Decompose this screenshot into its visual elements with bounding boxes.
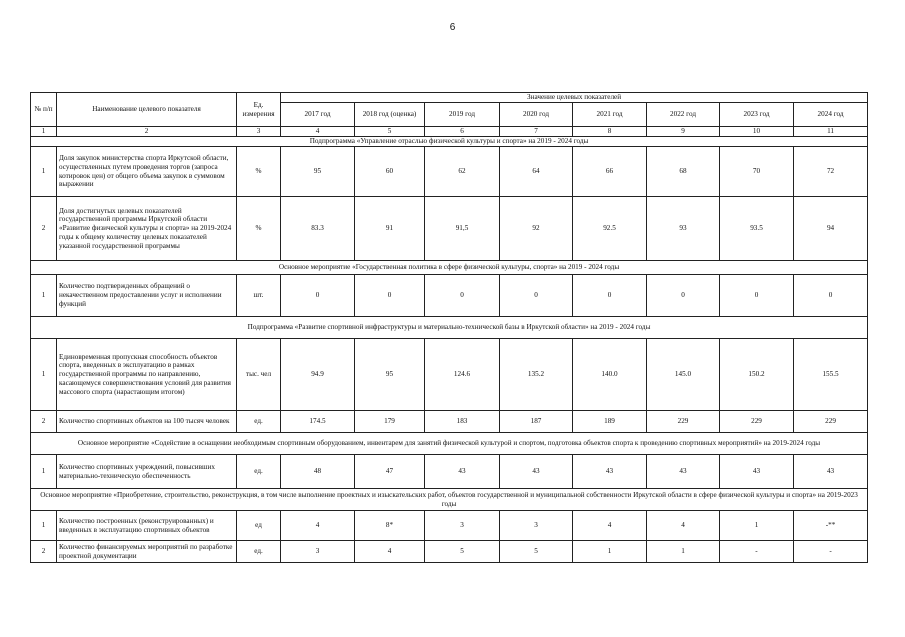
value-cell: 66 [573, 147, 647, 197]
unit: шт. [237, 275, 281, 317]
value-cell: 0 [573, 275, 647, 317]
table-row [31, 455, 868, 489]
col-number: 8 [573, 127, 647, 137]
value-cell: 70 [720, 147, 794, 197]
value-cell: 43 [573, 455, 647, 489]
value-cell: 0 [355, 275, 425, 317]
header-year: 2021 год [573, 103, 647, 127]
row-num: 2 [31, 197, 57, 261]
value-cell: 3 [500, 511, 573, 541]
value-cell: 1 [573, 541, 647, 563]
indicator-name: Количество спортивных учреждений, повысивших материально-техническую обеспеченность [57, 455, 237, 489]
value-cell: 229 [794, 411, 868, 433]
value-cell: 1 [720, 511, 794, 541]
value-cell: 91 [355, 197, 425, 261]
value-cell: 4 [281, 511, 355, 541]
page-number: 6 [449, 22, 456, 33]
header-year: 2024 год [794, 103, 868, 127]
table-row [31, 339, 868, 411]
header-year: 2017 год [281, 103, 355, 127]
col-number: 4 [281, 127, 355, 137]
col-number: 11 [794, 127, 868, 137]
indicator-name: Количество построенных (реконструированных) и введенных в эксплуатацию спортивных объектов [57, 511, 237, 541]
value-cell: 229 [720, 411, 794, 433]
table-row [31, 147, 868, 197]
value-cell: 43 [647, 455, 720, 489]
value-cell: 0 [281, 275, 355, 317]
row-num: 1 [31, 511, 57, 541]
col-number: 6 [425, 127, 500, 137]
col-number: 2 [57, 127, 237, 137]
value-cell: 0 [794, 275, 868, 317]
value-cell: 95 [281, 147, 355, 197]
section-title: Подпрограмма «Управление отраслью физической культуры и спорта» на 2019 - 2024 годы [31, 137, 868, 147]
unit: ед [237, 511, 281, 541]
unit: % [237, 147, 281, 197]
value-cell: 43 [720, 455, 794, 489]
row-num: 2 [31, 411, 57, 433]
value-cell: 4 [647, 511, 720, 541]
value-cell: 3 [425, 511, 500, 541]
value-cell: 179 [355, 411, 425, 433]
value-cell: 145.0 [647, 339, 720, 411]
value-cell: 189 [573, 411, 647, 433]
header-year: 2018 год (оценка) [355, 103, 425, 127]
header-year: 2020 год [500, 103, 573, 127]
value-cell: 183 [425, 411, 500, 433]
value-cell: 3 [281, 541, 355, 563]
value-cell: 8* [355, 511, 425, 541]
value-cell: 4 [355, 541, 425, 563]
table-row [31, 197, 868, 261]
value-cell: 94.9 [281, 339, 355, 411]
value-cell: 4 [573, 511, 647, 541]
value-cell: 187 [500, 411, 573, 433]
value-cell: 0 [500, 275, 573, 317]
value-cell: 43 [425, 455, 500, 489]
indicator-name: Количество спортивных объектов на 100 тысяч человек [57, 411, 237, 433]
column-numbers-row [31, 127, 868, 137]
header-unit: Ед. измерения [237, 93, 281, 127]
indicator-name: Доля закупок министерства спорта Иркутской области, осуществленных путем проведения торгов (запроса котировок цен) от общего объема закупок в суммовом выражении [57, 147, 237, 197]
unit: % [237, 197, 281, 261]
value-cell: 140.0 [573, 339, 647, 411]
value-cell: 155.5 [794, 339, 868, 411]
value-cell: 48 [281, 455, 355, 489]
col-number: 9 [647, 127, 720, 137]
row-num: 1 [31, 147, 57, 197]
value-cell: 60 [355, 147, 425, 197]
header-values-title: Значение целевых показателей [281, 93, 868, 103]
row-num: 1 [31, 339, 57, 411]
section-title: Основное мероприятие «Приобретение, строительство, реконструкция, в том числе выполнение проектных и изыскательских работ, объектов государственной и муниципальной собственности Иркутской области в сфере физической культуры и спорта» на 2019-2023 годы [31, 489, 868, 511]
header-num: № п/п [31, 93, 57, 127]
header-year: 2019 год [425, 103, 500, 127]
row-num: 1 [31, 275, 57, 317]
value-cell: 135.2 [500, 339, 573, 411]
value-cell: 95 [355, 339, 425, 411]
value-cell: 124.6 [425, 339, 500, 411]
value-cell: 0 [720, 275, 794, 317]
unit: ед. [237, 541, 281, 563]
value-cell: 72 [794, 147, 868, 197]
value-cell: 43 [500, 455, 573, 489]
value-cell: -** [794, 511, 868, 541]
value-cell: 93 [647, 197, 720, 261]
indicator-name: Количество финансируемых мероприятий по разработке проектной документации [57, 541, 237, 563]
value-cell: 174.5 [281, 411, 355, 433]
table-row [31, 511, 868, 541]
value-cell: 1 [647, 541, 720, 563]
col-number: 10 [720, 127, 794, 137]
value-cell: 229 [647, 411, 720, 433]
value-cell: 5 [425, 541, 500, 563]
value-cell: - [794, 541, 868, 563]
table-row [31, 411, 868, 433]
value-cell: 0 [425, 275, 500, 317]
table-row [31, 541, 868, 563]
col-number: 7 [500, 127, 573, 137]
row-num: 1 [31, 455, 57, 489]
unit: тыс. чел [237, 339, 281, 411]
unit: ед. [237, 411, 281, 433]
value-cell: 92.5 [573, 197, 647, 261]
indicator-name: Единовременная пропускная способность объектов спорта, введенных в эксплуатацию в рамках государственной программы по направлению, касающемуся совершенствования условий для развития массового спорта (нарастающим итогом) [57, 339, 237, 411]
unit: ед. [237, 455, 281, 489]
value-cell: 62 [425, 147, 500, 197]
indicator-name: Доля достигнутых целевых показателей государственной программы Иркутской области «Развитие физической культуры и спорта» на 2019-2024 годы к общему количеству целевых показателей указанной государственной программы [57, 197, 237, 261]
section-title: Основное мероприятие «Содействие в оснащении необходимым спортивным оборудованием, инвентарем для занятий физической культурой и спортом, подготовка объектов спорта к проведению спортивных мероприятий» на 2019-2024 годы [31, 433, 868, 455]
value-cell: 47 [355, 455, 425, 489]
header-name: Наименование целевого показателя [57, 93, 237, 127]
table-row [31, 275, 868, 317]
value-cell: 150.2 [720, 339, 794, 411]
col-number: 3 [237, 127, 281, 137]
col-number: 1 [31, 127, 57, 137]
section-title: Подпрограмма «Развитие спортивной инфраструктуры и материально-технической базы в Иркутской области» на 2019 - 2024 годы [31, 317, 868, 339]
value-cell: 92 [500, 197, 573, 261]
row-num: 2 [31, 541, 57, 563]
indicators-table [30, 92, 868, 563]
value-cell: 0 [647, 275, 720, 317]
value-cell: 5 [500, 541, 573, 563]
value-cell: 93.5 [720, 197, 794, 261]
value-cell: 83.3 [281, 197, 355, 261]
section-title: Основное мероприятие «Государственная политика в сфере физической культуры, спорта» на 2019 - 2024 годы [31, 261, 868, 275]
value-cell: 91,5 [425, 197, 500, 261]
value-cell: 94 [794, 197, 868, 261]
header-year: 2022 год [647, 103, 720, 127]
header-year: 2023 год [720, 103, 794, 127]
value-cell: 43 [794, 455, 868, 489]
col-number: 5 [355, 127, 425, 137]
value-cell: - [720, 541, 794, 563]
value-cell: 64 [500, 147, 573, 197]
value-cell: 68 [647, 147, 720, 197]
indicator-name: Количество подтвержденных обращений о некачественном предоставлении услуг и исполнении функций [57, 275, 237, 317]
